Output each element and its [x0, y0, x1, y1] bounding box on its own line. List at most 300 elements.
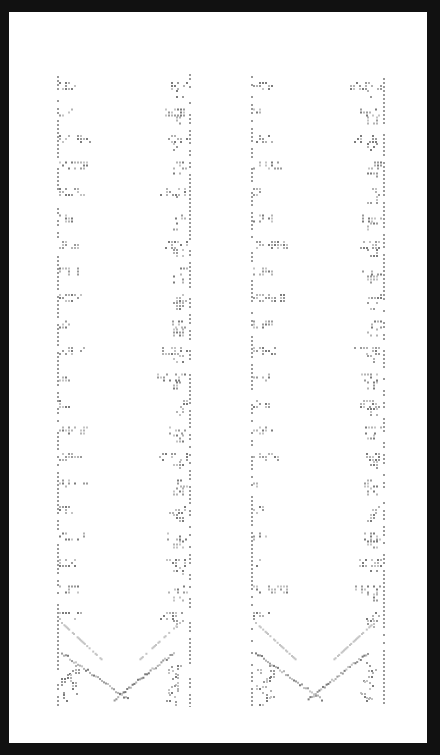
pattern-dot	[171, 247, 173, 249]
pattern-dot	[368, 218, 370, 220]
pattern-dot	[277, 667, 279, 669]
pattern-dot	[383, 162, 385, 164]
pattern-dot	[57, 484, 59, 486]
pattern-dot	[182, 255, 184, 257]
pattern-dot	[182, 335, 184, 337]
pattern-dot	[362, 215, 364, 217]
pattern-dot	[269, 680, 271, 682]
pattern-dot	[189, 418, 191, 420]
pattern-dot	[383, 394, 385, 396]
pattern-dot	[83, 533, 85, 535]
pattern-dot	[371, 221, 373, 223]
pattern-dot	[62, 483, 64, 485]
pattern-dot	[189, 390, 191, 392]
pattern-dot	[168, 672, 170, 674]
pattern-dot	[253, 377, 255, 379]
pattern-dot	[253, 612, 255, 614]
pattern-dot	[83, 483, 85, 485]
pattern-dot	[383, 634, 385, 636]
pattern-dot	[178, 509, 180, 511]
pattern-dot	[256, 688, 258, 690]
pattern-dot	[374, 218, 376, 220]
pattern-dot	[179, 438, 181, 440]
pattern-dot	[168, 632, 170, 634]
pattern-dot	[367, 249, 369, 251]
pattern-dot	[367, 541, 369, 543]
pattern-dot	[57, 152, 59, 154]
pattern-dot	[383, 334, 385, 336]
pattern-dot	[375, 612, 377, 614]
pattern-dot	[383, 594, 385, 596]
pattern-dot	[189, 658, 191, 660]
pattern-dot	[361, 633, 363, 635]
pattern-dot	[65, 559, 67, 561]
pattern-dot	[370, 536, 372, 538]
pattern-dot	[271, 247, 273, 249]
pattern-dot	[189, 574, 191, 576]
pattern-dot	[256, 247, 258, 249]
pattern-dot	[57, 180, 59, 182]
pattern-dot	[160, 661, 162, 663]
pattern-dot	[68, 456, 70, 458]
pattern-dot	[368, 168, 370, 170]
pattern-dot	[269, 677, 271, 679]
pattern-dot	[259, 165, 261, 167]
pattern-dot	[369, 682, 371, 684]
pattern-dot	[373, 541, 375, 543]
pattern-dot	[65, 215, 67, 217]
pattern-dot	[57, 476, 59, 478]
pattern-dot	[380, 427, 382, 429]
pattern-dot	[373, 547, 375, 549]
pattern-dot	[259, 592, 261, 594]
pattern-dot	[376, 494, 378, 496]
pattern-dot	[269, 635, 271, 637]
pattern-dot	[185, 168, 187, 170]
pattern-dot	[183, 109, 185, 111]
pattern-dot	[62, 268, 64, 270]
pattern-dot	[297, 682, 299, 684]
pattern-dot	[57, 84, 59, 86]
pattern-dot	[383, 278, 385, 280]
pattern-dot	[383, 674, 385, 676]
pattern-dot	[177, 589, 179, 591]
pattern-dot	[176, 547, 178, 549]
pattern-dot	[71, 539, 73, 541]
pattern-dot	[57, 236, 59, 238]
pattern-dot	[364, 374, 366, 376]
pattern-dot	[189, 198, 191, 200]
pattern-dot	[383, 442, 385, 444]
pattern-dot	[59, 138, 61, 140]
pattern-dot	[253, 406, 255, 408]
pattern-dot	[253, 327, 255, 329]
pattern-dot	[176, 570, 178, 572]
pattern-dot	[57, 668, 59, 670]
pattern-dot	[265, 403, 267, 405]
pattern-dot	[186, 82, 188, 84]
pattern-dot	[57, 300, 59, 302]
pattern-dot	[57, 560, 59, 562]
pattern-dot	[251, 556, 253, 558]
pattern-dot	[251, 280, 253, 282]
pattern-dot	[256, 685, 258, 687]
pattern-dot	[183, 112, 185, 114]
pattern-dot	[286, 589, 288, 591]
pattern-dot	[251, 420, 253, 422]
pattern-dot	[166, 188, 168, 190]
pattern-dot	[251, 520, 253, 522]
pattern-dot	[362, 218, 364, 220]
pattern-dot	[251, 572, 253, 574]
pattern-dot	[383, 354, 385, 356]
pattern-dot	[337, 655, 339, 657]
pattern-dot	[262, 324, 264, 326]
pattern-dot	[266, 697, 268, 699]
pattern-dot	[65, 321, 67, 323]
pattern-dot	[179, 117, 181, 119]
pattern-dot	[68, 380, 70, 382]
pattern-dot	[57, 392, 59, 394]
pattern-dot	[175, 676, 177, 678]
pattern-dot	[177, 688, 179, 690]
pattern-dot	[57, 704, 59, 706]
pattern-dot	[360, 347, 362, 349]
pattern-dot	[259, 109, 261, 111]
pattern-dot	[383, 182, 385, 184]
pattern-dot	[370, 541, 372, 543]
pattern-dot	[378, 347, 380, 349]
pattern-dot	[367, 592, 369, 594]
pattern-dot	[189, 330, 191, 332]
pattern-dot	[253, 483, 255, 485]
pattern-dot	[57, 564, 59, 566]
pattern-dot	[121, 694, 123, 696]
pattern-dot	[291, 678, 293, 680]
pattern-dot	[172, 670, 174, 672]
pattern-dot	[171, 88, 173, 90]
pattern-dot	[176, 329, 178, 331]
pattern-dot	[59, 406, 61, 408]
pattern-dot	[360, 659, 362, 661]
pattern-dot	[378, 456, 380, 458]
pattern-dot	[367, 146, 369, 148]
pattern-dot	[182, 302, 184, 304]
pattern-dot	[113, 688, 115, 690]
pattern-dot	[59, 509, 61, 511]
pattern-dot	[75, 685, 77, 687]
pattern-dot	[265, 350, 267, 352]
pattern-dot	[182, 600, 184, 602]
pattern-dot	[74, 188, 76, 190]
pattern-dot	[373, 173, 375, 175]
pattern-dot	[189, 546, 191, 548]
pattern-dot	[186, 592, 188, 594]
pattern-dot	[180, 138, 182, 140]
pattern-dot	[127, 697, 129, 699]
pattern-dot	[263, 681, 265, 683]
pattern-dot	[176, 302, 178, 304]
pattern-dot	[251, 228, 253, 230]
pattern-dot	[78, 672, 80, 674]
pattern-dot	[62, 453, 64, 455]
pattern-dot	[179, 597, 181, 599]
pattern-dot	[367, 594, 369, 596]
pattern-dot	[179, 123, 181, 125]
pattern-dot	[57, 504, 59, 506]
pattern-dot	[62, 350, 64, 352]
pattern-dot	[355, 589, 357, 591]
pattern-dot	[265, 324, 267, 326]
pattern-dot	[171, 347, 173, 349]
pattern-dot	[360, 406, 362, 408]
pattern-dot	[274, 244, 276, 246]
pattern-dot	[173, 276, 175, 278]
pattern-dot	[299, 684, 301, 686]
pattern-dot	[365, 559, 367, 561]
pattern-dot	[57, 132, 59, 134]
pattern-dot	[179, 355, 181, 357]
pattern-dot	[256, 241, 258, 243]
pattern-dot	[365, 82, 367, 84]
pattern-dot	[57, 624, 59, 626]
pattern-dot	[378, 194, 380, 196]
pattern-dot	[178, 380, 180, 382]
pattern-dot	[271, 297, 273, 299]
pattern-dot	[71, 218, 73, 220]
pattern-dot	[383, 282, 385, 284]
pattern-dot	[65, 85, 67, 87]
pattern-dot	[65, 268, 67, 270]
pattern-dot	[57, 212, 59, 214]
pattern-dot	[320, 688, 322, 690]
pattern-dot	[289, 677, 291, 679]
pattern-dot	[372, 456, 374, 458]
pattern-dot	[126, 688, 128, 690]
pattern-dot	[283, 647, 285, 649]
pattern-dot	[260, 669, 262, 671]
pattern-dot	[173, 252, 175, 254]
pattern-dot	[375, 109, 377, 111]
pattern-dot	[182, 249, 184, 251]
pattern-dot	[275, 666, 277, 668]
pattern-dot	[251, 156, 253, 158]
pattern-dot	[253, 85, 255, 87]
pattern-dot	[383, 462, 385, 464]
pattern-dot	[375, 244, 377, 246]
pattern-dot	[265, 406, 267, 408]
pattern-dot	[184, 430, 186, 432]
pattern-dot	[177, 685, 179, 687]
pattern-dot	[253, 347, 255, 349]
pattern-dot	[119, 693, 121, 695]
pattern-dot	[359, 85, 361, 87]
pattern-dot	[370, 308, 372, 310]
pattern-dot	[184, 509, 186, 511]
pattern-dot	[189, 338, 191, 340]
pattern-dot	[80, 138, 82, 140]
pattern-dot	[180, 480, 182, 482]
pattern-dot	[77, 188, 79, 190]
pattern-dot	[363, 655, 365, 657]
pattern-dot	[265, 456, 267, 458]
pattern-dot	[57, 500, 59, 502]
pattern-dot	[375, 247, 377, 249]
pattern-dot	[373, 388, 375, 390]
pattern-dot	[172, 194, 174, 196]
pattern-dot	[375, 188, 377, 190]
pattern-dot	[262, 430, 264, 432]
pattern-dot	[93, 675, 95, 677]
pattern-dot	[62, 88, 64, 90]
pattern-dot	[277, 168, 279, 170]
pattern-dot	[178, 430, 180, 432]
pattern-dot	[373, 408, 375, 410]
pattern-dot	[146, 673, 148, 675]
pattern-dot	[57, 592, 59, 594]
pattern-dot	[78, 669, 80, 671]
pattern-dot	[91, 674, 93, 676]
pattern-dot	[65, 138, 67, 140]
pattern-dot	[173, 143, 175, 145]
pattern-dot	[57, 264, 59, 266]
pattern-dot	[383, 542, 385, 544]
pattern-dot	[57, 88, 59, 90]
pattern-dot	[324, 686, 326, 688]
pattern-dot	[327, 683, 329, 685]
pattern-dot	[268, 88, 270, 90]
pattern-dot	[378, 506, 380, 508]
pattern-dot	[189, 254, 191, 256]
pattern-dot	[253, 194, 255, 196]
pattern-dot	[383, 426, 385, 428]
pattern-dot	[266, 700, 268, 702]
pattern-dot	[59, 82, 61, 84]
pattern-dot	[77, 162, 79, 164]
pattern-dot	[253, 586, 255, 588]
pattern-dot	[383, 154, 385, 156]
pattern-dot	[57, 696, 59, 698]
pattern-dot	[383, 222, 385, 224]
pattern-dot	[77, 268, 79, 270]
pattern-dot	[383, 402, 385, 404]
pattern-dot	[57, 220, 59, 222]
pattern-dot	[59, 215, 61, 217]
pattern-dot	[175, 673, 177, 675]
pattern-dot	[77, 586, 79, 588]
pattern-dot	[253, 539, 255, 541]
pattern-dot	[65, 654, 67, 656]
pattern-dot	[180, 459, 182, 461]
pattern-dot	[277, 642, 279, 644]
pattern-dot	[370, 517, 372, 519]
pattern-dot	[379, 539, 381, 541]
pattern-dot	[189, 218, 191, 220]
pattern-dot	[182, 305, 184, 307]
pattern-dot	[367, 653, 369, 655]
pattern-dot	[251, 588, 253, 590]
pattern-dot	[367, 544, 369, 546]
pattern-dot	[262, 300, 264, 302]
pattern-dot	[360, 135, 362, 137]
pattern-dot	[173, 597, 175, 599]
dot-pattern-left	[47, 62, 193, 707]
pattern-dot	[363, 406, 365, 408]
pattern-dot	[256, 85, 258, 87]
pattern-dot	[376, 196, 378, 198]
pattern-dot	[383, 138, 385, 140]
pattern-dot	[57, 568, 59, 570]
pattern-dot	[184, 327, 186, 329]
pattern-dot	[183, 486, 185, 488]
pattern-dot	[181, 512, 183, 514]
pattern-dot	[180, 406, 182, 408]
pattern-dot	[283, 294, 285, 296]
pattern-dot	[65, 456, 67, 458]
pattern-dot	[57, 376, 59, 378]
pattern-dot	[376, 335, 378, 337]
pattern-dot	[380, 88, 382, 90]
pattern-dot	[358, 658, 360, 660]
pattern-dot	[376, 123, 378, 125]
pattern-dot	[173, 229, 175, 231]
pattern-dot	[178, 512, 180, 514]
pattern-dot	[57, 328, 59, 330]
pattern-dot	[383, 686, 385, 688]
pattern-dot	[77, 592, 79, 594]
pattern-dot	[274, 456, 276, 458]
pattern-dot	[142, 677, 144, 679]
pattern-dot	[59, 459, 61, 461]
pattern-dot	[176, 385, 178, 387]
pattern-dot	[371, 565, 373, 567]
pattern-dot	[259, 188, 261, 190]
pattern-dot	[176, 494, 178, 496]
pattern-dot	[167, 539, 169, 541]
pattern-dot	[255, 622, 257, 624]
pattern-dot	[362, 88, 364, 90]
pattern-dot	[174, 135, 176, 137]
pattern-dot	[57, 380, 59, 382]
pattern-dot	[360, 138, 362, 140]
pattern-dot	[179, 464, 181, 466]
pattern-dot	[176, 96, 178, 98]
pattern-dot	[383, 582, 385, 584]
pattern-dot	[86, 483, 88, 485]
white-sheet	[9, 12, 427, 743]
pattern-dot	[363, 112, 365, 114]
pattern-dot	[168, 138, 170, 140]
pattern-dot	[57, 232, 59, 234]
pattern-dot	[65, 377, 67, 379]
pattern-dot	[169, 433, 171, 435]
pattern-dot	[189, 382, 191, 384]
pattern-dot	[141, 677, 143, 679]
pattern-dot	[262, 629, 264, 631]
pattern-dot	[189, 298, 191, 300]
pattern-dot	[189, 206, 191, 208]
pattern-dot	[256, 294, 258, 296]
pattern-dot	[271, 430, 273, 432]
pattern-dot	[383, 570, 385, 572]
pattern-dot	[168, 669, 170, 671]
pattern-dot	[57, 400, 59, 402]
pattern-dot	[175, 194, 177, 196]
pattern-dot	[259, 427, 261, 429]
pattern-dot	[84, 643, 86, 645]
pattern-dot	[251, 404, 253, 406]
pattern-dot	[277, 456, 279, 458]
